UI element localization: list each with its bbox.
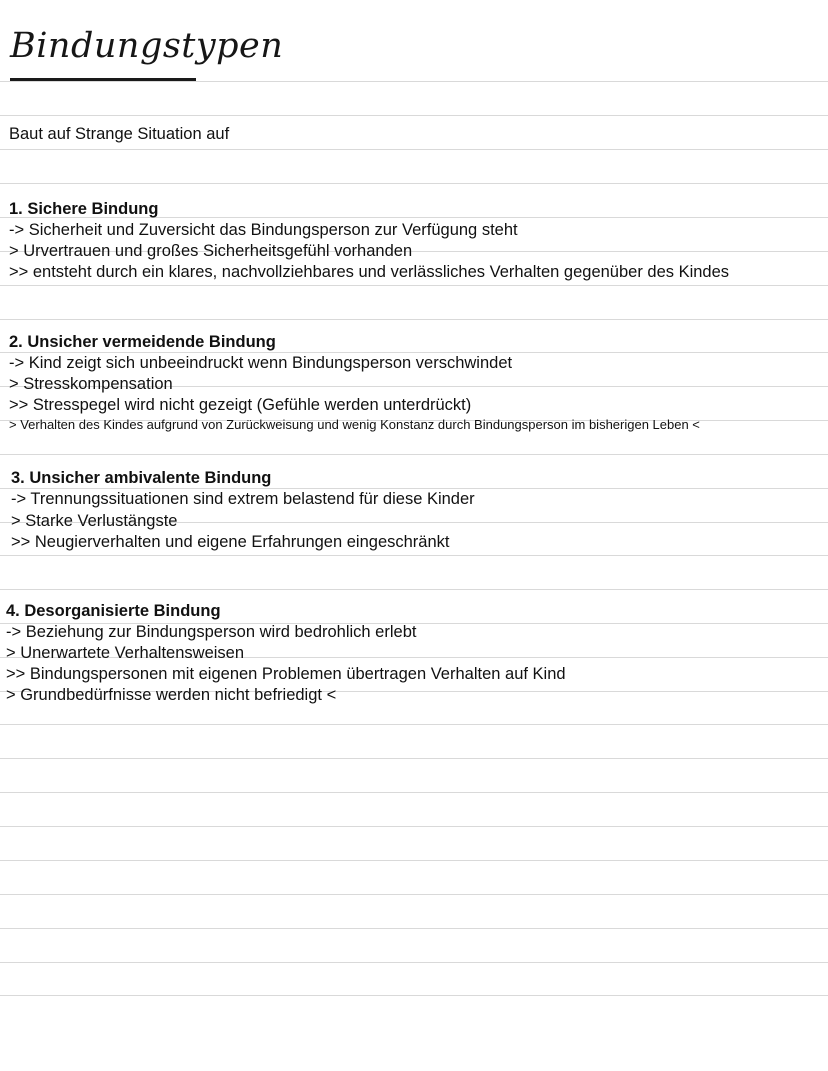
list-item: > Verhalten des Kindes aufgrund von Zurückweisung und wenig Konstanz durch Bindungsperson im bisherigen Leben < (9, 417, 700, 432)
list-item: > Unerwartete Verhaltensweisen (6, 644, 245, 662)
list-item: > Starke Verlustängste (11, 512, 178, 530)
ruled-line (0, 928, 828, 929)
list-item: >> entsteht durch ein klares, nachvollziehbares und verlässliches Verhalten gegenüber des Kindes (9, 263, 730, 281)
ruled-line (0, 962, 828, 963)
list-item: >> Bindungspersonen mit eigenen Problemen übertragen Verhalten auf Kind (6, 665, 566, 683)
intro-text: Baut auf Strange Situation auf (9, 125, 230, 143)
ruled-line (0, 792, 828, 793)
section-heading: 2. Unsicher vermeidende Bindung (9, 333, 276, 351)
ruled-line (0, 183, 828, 184)
list-item: -> Trennungssituationen sind extrem belastend für diese Kinder (11, 490, 475, 508)
list-item: -> Kind zeigt sich unbeeindruckt wenn Bindungsperson verschwindet (9, 354, 513, 372)
ruled-line (0, 995, 828, 996)
ruled-line (0, 589, 828, 590)
section-heading: 1. Sichere Bindung (9, 200, 159, 218)
ruled-line (0, 115, 828, 116)
list-item: -> Beziehung zur Bindungsperson wird bedrohlich erlebt (6, 623, 417, 641)
ruled-line (0, 149, 828, 150)
ruled-line (0, 285, 828, 286)
page-title: Bindungstypen (10, 26, 284, 66)
ruled-line (0, 555, 828, 556)
section-heading: 4. Desorganisierte Bindung (6, 602, 221, 620)
list-item: > Urvertrauen und großes Sicherheitsgefühl vorhanden (9, 242, 413, 260)
ruled-line (0, 81, 828, 82)
list-item: > Stresskompensation (9, 375, 173, 393)
list-item: >> Neugierverhalten und eigene Erfahrungen eingeschränkt (11, 533, 450, 551)
ruled-line (0, 454, 828, 455)
section-heading: 3. Unsicher ambivalente Bindung (11, 469, 272, 487)
ruled-line (0, 758, 828, 759)
list-item: -> Sicherheit und Zuversicht das Bindungsperson zur Verfügung steht (9, 221, 518, 239)
ruled-line (0, 860, 828, 861)
ruled-line (0, 319, 828, 320)
ruled-line (0, 826, 828, 827)
list-item: > Grundbedürfnisse werden nicht befriedigt < (6, 686, 337, 704)
ruled-line (0, 724, 828, 725)
title-underline (10, 78, 196, 81)
list-item: >> Stresspegel wird nicht gezeigt (Gefühle werden unterdrückt) (9, 396, 472, 414)
ruled-line (0, 894, 828, 895)
